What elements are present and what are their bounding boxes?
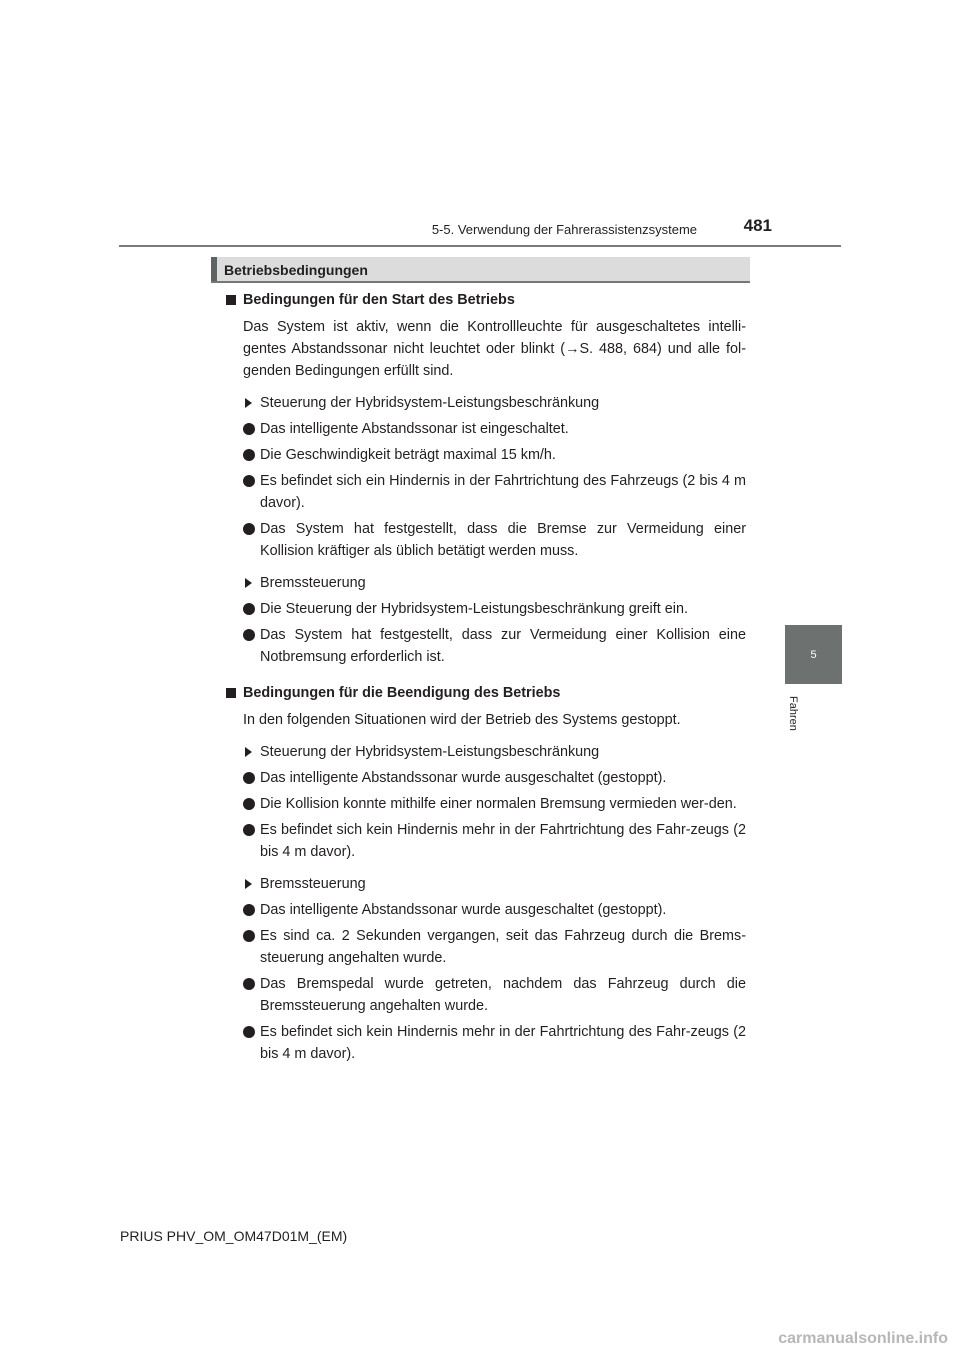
- round-bullet-icon: [243, 798, 255, 810]
- square-bullet-icon: [226, 688, 236, 698]
- section-header: [211, 257, 750, 283]
- round-bullet-icon: [243, 1026, 255, 1038]
- triangle-bullet-icon: [245, 398, 252, 408]
- round-bullet-icon: [243, 930, 255, 942]
- start-group1-title: Steuerung der Hybridsystem-Leistungsbeschränkung: [243, 392, 746, 414]
- chapter-title: 5-5. Verwendung der Fahrerassistenzsysteme: [431, 222, 697, 237]
- round-bullet-icon: [243, 772, 255, 784]
- list-item: Es befindet sich ein Hindernis in der Fahrtrichtung des Fahrzeugs (2 bis 4 m davor).: [243, 470, 746, 514]
- round-bullet-icon: [243, 824, 255, 836]
- start-group2-title: Bremssteuerung: [243, 572, 746, 594]
- round-bullet-icon: [243, 904, 255, 916]
- round-bullet-icon: [243, 629, 255, 641]
- triangle-bullet-icon: [245, 747, 252, 757]
- list-item: Die Kollision konnte mithilfe einer normalen Bremsung vermieden wer-den.: [243, 793, 746, 815]
- start-intro: Das System ist aktiv, wenn die Kontrollleuchte für ausgeschaltetes intelli-gentes Abstandssonar nicht leuchtet oder blinkt (→S. 488, 684) und alle fol-genden Bedingungen erfüllt sind.: [243, 319, 746, 379]
- section-accent: [211, 257, 217, 281]
- list-item: Das System hat festgestellt, dass zur Vermeidung einer Kollision eine Notbremsung erforderlich ist.: [243, 624, 746, 668]
- list-item: Die Steuerung der Hybridsystem-Leistungsbeschränkung greift ein.: [243, 598, 746, 620]
- end-group1-title: Steuerung der Hybridsystem-Leistungsbeschränkung: [243, 741, 746, 763]
- chapter-tab-label: Fahren: [787, 695, 799, 731]
- list-item: Es sind ca. 2 Sekunden vergangen, seit das Fahrzeug durch die Brems-steuerung angehalten wurde.: [243, 925, 746, 969]
- start-heading: Bedingungen für den Start des Betriebs: [224, 289, 746, 311]
- main-content: [224, 289, 746, 1069]
- list-item: Die Geschwindigkeit beträgt maximal 15 km/h.: [243, 444, 746, 466]
- list-item: Das intelligente Abstandssonar ist eingeschaltet.: [243, 418, 746, 440]
- round-bullet-icon: [243, 449, 255, 461]
- end-heading: Bedingungen für die Beendigung des Betriebs: [224, 682, 746, 704]
- triangle-bullet-icon: [245, 879, 252, 889]
- section-title: Betriebsbedingungen: [224, 262, 368, 278]
- page-number: 481: [743, 216, 772, 235]
- chapter-tab[interactable]: [785, 625, 842, 684]
- round-bullet-icon: [243, 523, 255, 535]
- header-divider: [119, 245, 841, 247]
- square-bullet-icon: [226, 295, 236, 305]
- round-bullet-icon: [243, 978, 255, 990]
- document-code: PRIUS PHV_OM_OM47D01M_(EM): [120, 1228, 348, 1244]
- end-intro: In den folgenden Situationen wird der Betrieb des Systems gestoppt.: [243, 712, 681, 728]
- list-item: Es befindet sich kein Hindernis mehr in der Fahrtrichtung des Fahr-zeugs (2 bis 4 m davor).: [243, 1021, 746, 1065]
- round-bullet-icon: [243, 603, 255, 615]
- list-item: Das intelligente Abstandssonar wurde ausgeschaltet (gestoppt).: [243, 767, 746, 789]
- list-item: Das System hat festgestellt, dass die Bremse zur Vermeidung einer Kollision kräftiger als üblich betätigt werden muss.: [243, 518, 746, 562]
- list-item: Es befindet sich kein Hindernis mehr in der Fahrtrichtung des Fahr-zeugs (2 bis 4 m davor).: [243, 819, 746, 863]
- end-group2-title: Bremssteuerung: [243, 873, 746, 895]
- watermark: carmanualsonline.info: [778, 1330, 948, 1347]
- list-item: Das intelligente Abstandssonar wurde ausgeschaltet (gestoppt).: [243, 899, 746, 921]
- chapter-tab-number: 5: [810, 648, 817, 661]
- round-bullet-icon: [243, 475, 255, 487]
- list-item: Das Bremspedal wurde getreten, nachdem das Fahrzeug durch die Bremssteuerung angehalten wurde.: [243, 973, 746, 1017]
- round-bullet-icon: [243, 423, 255, 435]
- triangle-bullet-icon: [245, 578, 252, 588]
